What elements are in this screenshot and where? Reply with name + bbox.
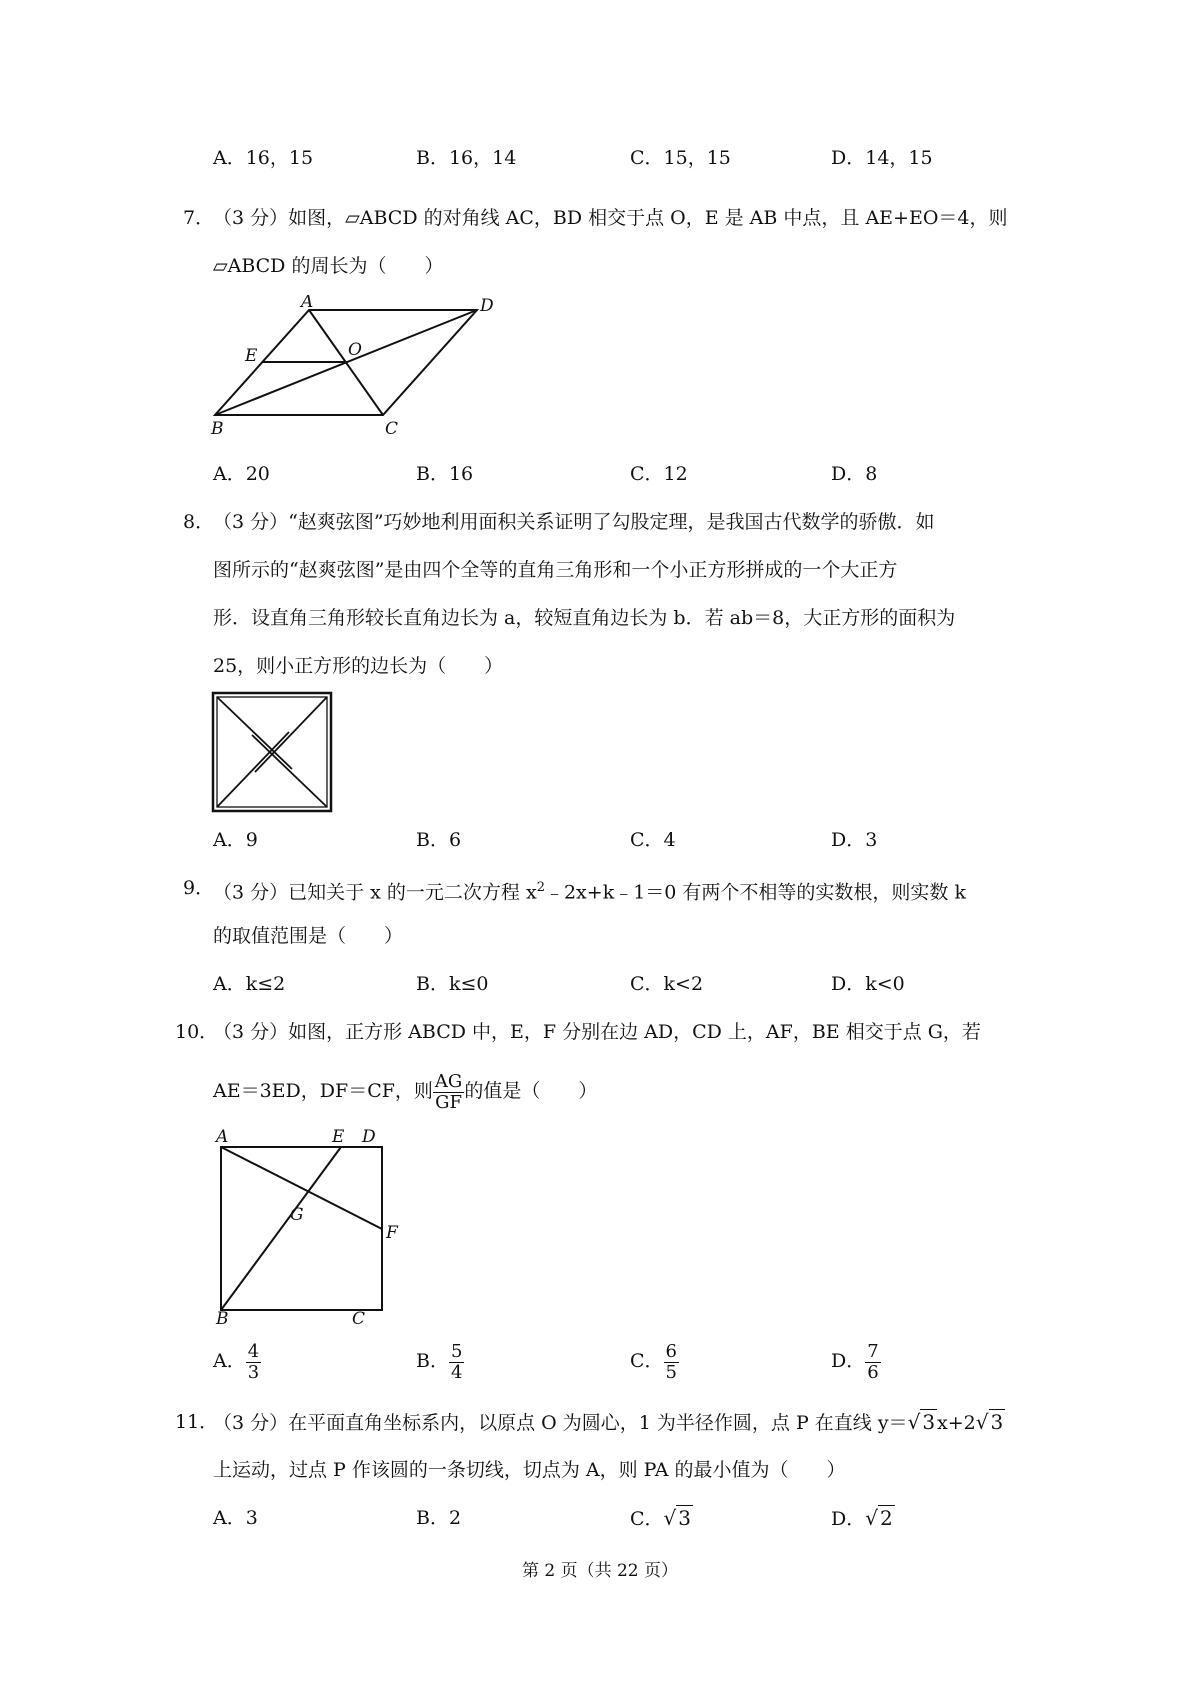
q9-text-line2: 的取值范围是（ ）: [213, 925, 404, 947]
q10-option-b-num: 5: [450, 1340, 463, 1362]
q10-option-a-num: 4: [247, 1340, 260, 1362]
q7-number: 7．: [183, 207, 215, 229]
q7-label-o: O: [348, 340, 362, 360]
q7-label-b: B: [211, 419, 224, 439]
q10-option-b-fraction: [449, 1342, 464, 1383]
q10-label-d: D: [362, 1127, 376, 1147]
q10-option-c: [630, 1338, 679, 1384]
q9-line1-sup: 2: [536, 880, 545, 895]
q10-text-line1: （3 分）如图，正方形 ABCD 中，E，F 分别在边 AD，CD 上，AF，BE 相交于点 G，若: [213, 1021, 981, 1043]
q10-option-c-num: 6: [665, 1340, 677, 1362]
q11-line1-mid: x+2: [937, 1412, 976, 1434]
q8-zhao-shuang-figure: [210, 690, 335, 815]
q10-text-line2: [213, 1068, 597, 1114]
q10-label-c: C: [352, 1309, 366, 1325]
q8-text-line1: （3 分）“赵爽弦图”巧妙地利用面积关系证明了勾股定理，是我国古代数学的骄傲．如: [213, 511, 935, 533]
q10-option-a-prefix: A．: [213, 1350, 246, 1372]
q8-text-line3: 形．设直角三角形较长直角边长为 a，较短直角边长为 b．若 ab＝8，大正方形的面积为: [213, 607, 956, 629]
q10-option-b-prefix: B．: [416, 1350, 449, 1372]
q7-option-d: D．8: [831, 463, 878, 485]
q11-text-line1: [213, 1410, 1005, 1435]
q11-line1-a: （3 分）在平面直角坐标系内，以原点 O 为圆心，1 为半径作圆，点 P 在直线 y＝: [213, 1412, 908, 1434]
q10-option-d-num: 7: [867, 1340, 879, 1362]
q8-text-line4: 25，则小正方形的边长为（ ）: [213, 655, 504, 677]
q10-option-a: [213, 1338, 261, 1384]
q8-option-c: C．4: [630, 829, 676, 851]
q11-option-c: [630, 1506, 693, 1531]
q9-text-line1: [213, 876, 966, 904]
q10-line2-b: 的值是（ ）: [464, 1080, 598, 1102]
q7-text-line2: ▱ABCD 的周长为（ ）: [213, 255, 444, 277]
q7-option-a: A．20: [213, 463, 270, 485]
q8-text-line2: 图所示的“赵爽弦图”是由四个全等的直角三角形和一个小正方形拼成的一个大正方: [213, 559, 898, 581]
q9-number: 9．: [183, 877, 215, 899]
q11-option-c-sqrt: √ 3: [663, 1506, 692, 1530]
q11-sqrt-2: √ 3: [975, 1410, 1004, 1434]
q11-option-d-sqrt: √ 2: [865, 1506, 893, 1530]
q7-parallelogram-figure: [205, 295, 505, 440]
q6-option-d: D．14，15: [831, 147, 933, 169]
q10-fraction-den: GF: [435, 1091, 463, 1113]
q11-option-b-prefix: B．: [416, 1507, 449, 1529]
q10-option-b-den: 4: [450, 1361, 463, 1383]
q6-option-b: B．16，14: [416, 147, 517, 169]
q10-label-g: G: [290, 1205, 304, 1225]
q11-option-d: [831, 1506, 895, 1531]
q10-label-a: A: [216, 1127, 229, 1147]
q7-label-a: A: [301, 295, 314, 312]
q11-option-b: [416, 1506, 461, 1530]
q10-option-d: [831, 1338, 881, 1384]
q10-option-c-den: 5: [665, 1361, 677, 1383]
q11-sqrt-1-rad: 3: [922, 1410, 936, 1434]
q11-number: 11．: [175, 1411, 219, 1433]
q7-label-c: C: [385, 419, 399, 439]
q10-line2-a: AE＝3ED，DF＝CF，则: [213, 1080, 433, 1102]
q10-option-b: [416, 1338, 464, 1384]
q8-option-b: B．6: [416, 829, 462, 851]
q9-option-a: A．k≤2: [213, 973, 286, 995]
q11-option-b-text: 2: [448, 1507, 462, 1529]
q11-option-a-prefix: A．: [213, 1507, 246, 1529]
q9-option-b: B．k≤0: [416, 973, 489, 995]
q10-option-d-prefix: D．: [831, 1350, 866, 1372]
q9-option-c: C．k<2: [630, 973, 704, 995]
q11-option-d-rad: 2: [879, 1506, 893, 1530]
q11-sqrt-2-rad: 3: [990, 1410, 1004, 1434]
q7-option-c: C．12: [630, 463, 688, 485]
q9-line1-b: ﹣2x+k﹣1＝0 有两个不相等的实数根，则实数 k: [544, 881, 966, 904]
q8-number: 8．: [183, 511, 215, 533]
q9-line1-a: （3 分）已知关于 x 的一元二次方程 x: [213, 881, 537, 904]
q7-option-b: B．16: [416, 463, 474, 485]
q10-number: 10．: [175, 1021, 219, 1043]
q7-label-e: E: [245, 346, 258, 366]
q11-text-line2: 上运动，过点 P 作该圆的一条切线，切点为 A，则 PA 的最小值为（ ）: [213, 1459, 846, 1481]
q10-fraction: [433, 1072, 464, 1113]
q10-option-c-fraction: [664, 1342, 679, 1383]
q10-fraction-num: AG: [434, 1070, 463, 1092]
q9-option-d: D．k<0: [831, 973, 905, 995]
q6-option-c: C．15，15: [630, 147, 731, 169]
q11-sqrt-1: √ 3: [907, 1410, 936, 1434]
q11-option-d-prefix: D．: [831, 1508, 866, 1530]
q11-option-c-rad: 3: [678, 1506, 692, 1530]
q11-option-c-prefix: C．: [630, 1508, 664, 1530]
q11-option-a: [213, 1506, 258, 1530]
q11-option-a-text: 3: [245, 1507, 258, 1529]
q10-label-f: F: [386, 1223, 398, 1243]
q10-option-d-den: 6: [867, 1361, 879, 1383]
q10-option-c-prefix: C．: [630, 1350, 664, 1372]
q10-option-d-fraction: [865, 1342, 880, 1383]
q10-square-figure: [210, 1125, 400, 1325]
q7-text-line1: （3 分）如图，▱ABCD 的对角线 AC，BD 相交于点 O，E 是 AB 中点，且 AE+EO＝4，则: [213, 207, 1008, 229]
q6-option-a: A．16，15: [213, 147, 314, 169]
q10-label-b: B: [216, 1309, 229, 1325]
q10-option-a-fraction: [246, 1342, 261, 1383]
q10-label-e: E: [332, 1127, 345, 1147]
q10-option-a-den: 3: [247, 1361, 260, 1383]
q8-option-a: A．9: [213, 829, 258, 851]
q8-option-d: D．3: [831, 829, 878, 851]
page-footer: 第 2 页（共 22 页）: [521, 1561, 679, 1581]
q7-label-d: D: [480, 296, 494, 316]
